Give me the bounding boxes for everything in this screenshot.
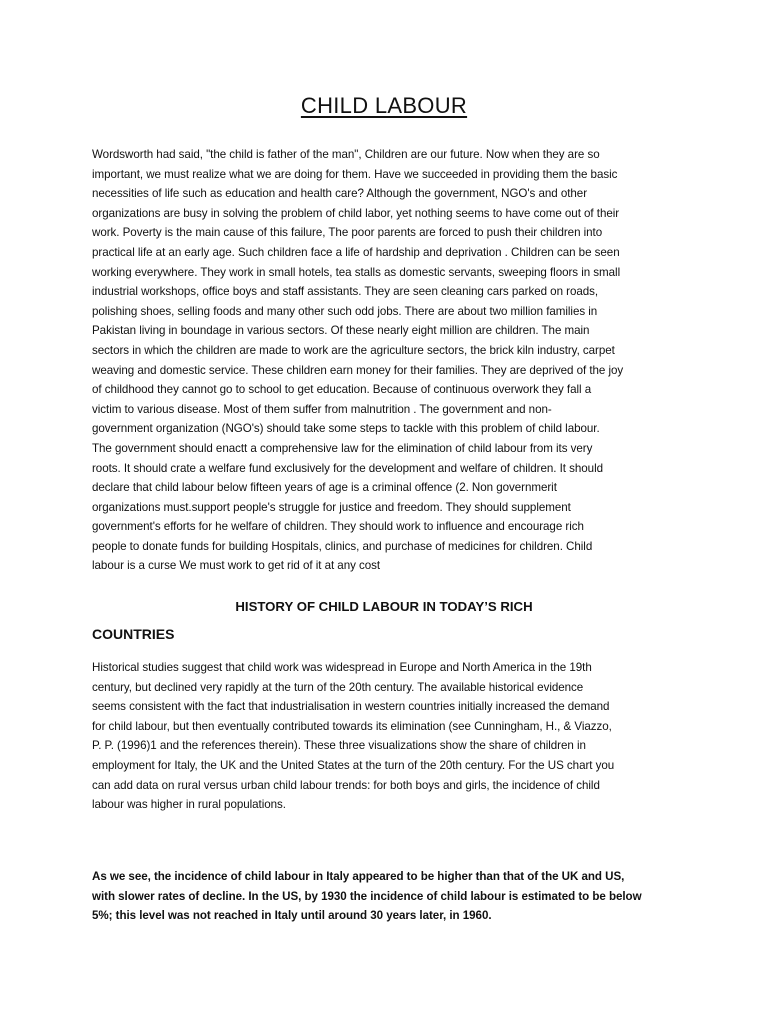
intro-line: of childhood they cannot go to school to get education. Because of continuous overwork they fall a [92,383,592,397]
section-heading-line-2: COUNTRIES [92,626,175,642]
comparison-line: As we see, the incidence of child labour in Italy appeared to be higher than that of the UK and US, [92,870,625,883]
intro-line: labour is a curse We must work to get rid of it at any cost [92,559,381,573]
intro-line: polishing shoes, selling foods and many other such odd jobs. There are about two million families in [92,304,598,318]
history-line: for child labour, but then eventually contributed towards its elimination (see Cunningham, H., & Viazzo, [92,719,612,733]
comparison-paragraph [92,867,684,926]
history-line: P. P. (1996)1 and the references therein). These three visualizations show the share of children in [92,739,586,753]
intro-line: sectors in which the children are made to work are the agriculture sectors, the brick kiln industry, carpet [92,343,615,357]
history-line: can add data on rural versus urban child labour trends: for both boys and girls, the incidence of child [92,778,600,792]
history-line: employment for Italy, the UK and the United States at the turn of the 20th century. For the US chart you [92,758,615,772]
history-line: Historical studies suggest that child work was widespread in Europe and North America in the 19th [92,661,592,674]
intro-line: important, we must realize what we are doing for them. Have we succeeded in providing them the basic [92,167,618,181]
intro-line: The government should enactt a comprehensive law for the elimination of child labour from its very [92,441,593,455]
intro-line: industrial workshops, office boys and staff assistants. They are seen cleaning cars parked on roads, [92,285,599,299]
intro-line: declare that child labour below fifteen years of age is a criminal offence (2. Non governmerit [92,481,557,495]
intro-line: weaving and domestic service. These children earn money for their families. They are deprived of the joy [92,363,624,377]
document-title-text: CHILD LABOUR [300,93,468,118]
history-paragraph [92,658,684,815]
section-heading-line-1: HISTORY OF CHILD LABOUR IN TODAY’S RICH [235,599,533,614]
comparison-line: with slower rates of decline. In the US, by 1930 the incidence of child labour is estimated to be below [92,889,642,903]
history-line: century, but declined very rapidly at the turn of the 20th century. The available historical evidence [92,680,584,694]
intro-line: government organization (NGO's) should take some steps to tackle with this problem of child labour. [92,422,600,436]
intro-line: organizations are busy in solving the problem of child labor, yet nothing seems to have come out of their [92,206,620,220]
history-line: seems consistent with the fact that industrialisation in western countries initially increased the demand [92,700,610,714]
intro-line: Pakistan living in boundage in various sectors. Of these nearly eight million are children. The main [92,324,590,338]
intro-line: organizations must.support people's struggle for justice and freedom. They should supplement [92,500,571,514]
comparison-line: 5%; this level was not reached in Italy until around 30 years later, in 1960. [92,909,492,923]
intro-paragraph [92,145,684,576]
intro-line: roots. It should crate a welfare fund exclusively for the development and welfare of children. It should [92,461,604,475]
intro-line: people to donate funds for building Hospitals, clinics, and purchase of medicines for children. Child [92,539,593,553]
intro-line: government's efforts for he welfare of children. They should work to influence and encourage rich [92,520,584,534]
history-line: labour was higher in rural populations. [92,798,286,812]
document-title [0,93,768,119]
intro-line: victim to various disease. Most of them suffer from malnutrition . The government and non- [92,402,552,416]
intro-line: working everywhere. They work in small hotels, tea stalls as domestic servants, sweeping floors in small [92,265,621,279]
intro-line: Wordsworth had said, "the child is father of the man", Children are our future. Now when they are so [92,148,600,161]
intro-line: necessities of life such as education and health care? Although the government, NGO's and other [92,187,588,201]
intro-line: practical life at an early age. Such children face a life of hardship and deprivation . Children can be seen [92,245,620,259]
intro-line: work. Poverty is the main cause of this failure, The poor parents are forced to push their children into [92,226,603,240]
